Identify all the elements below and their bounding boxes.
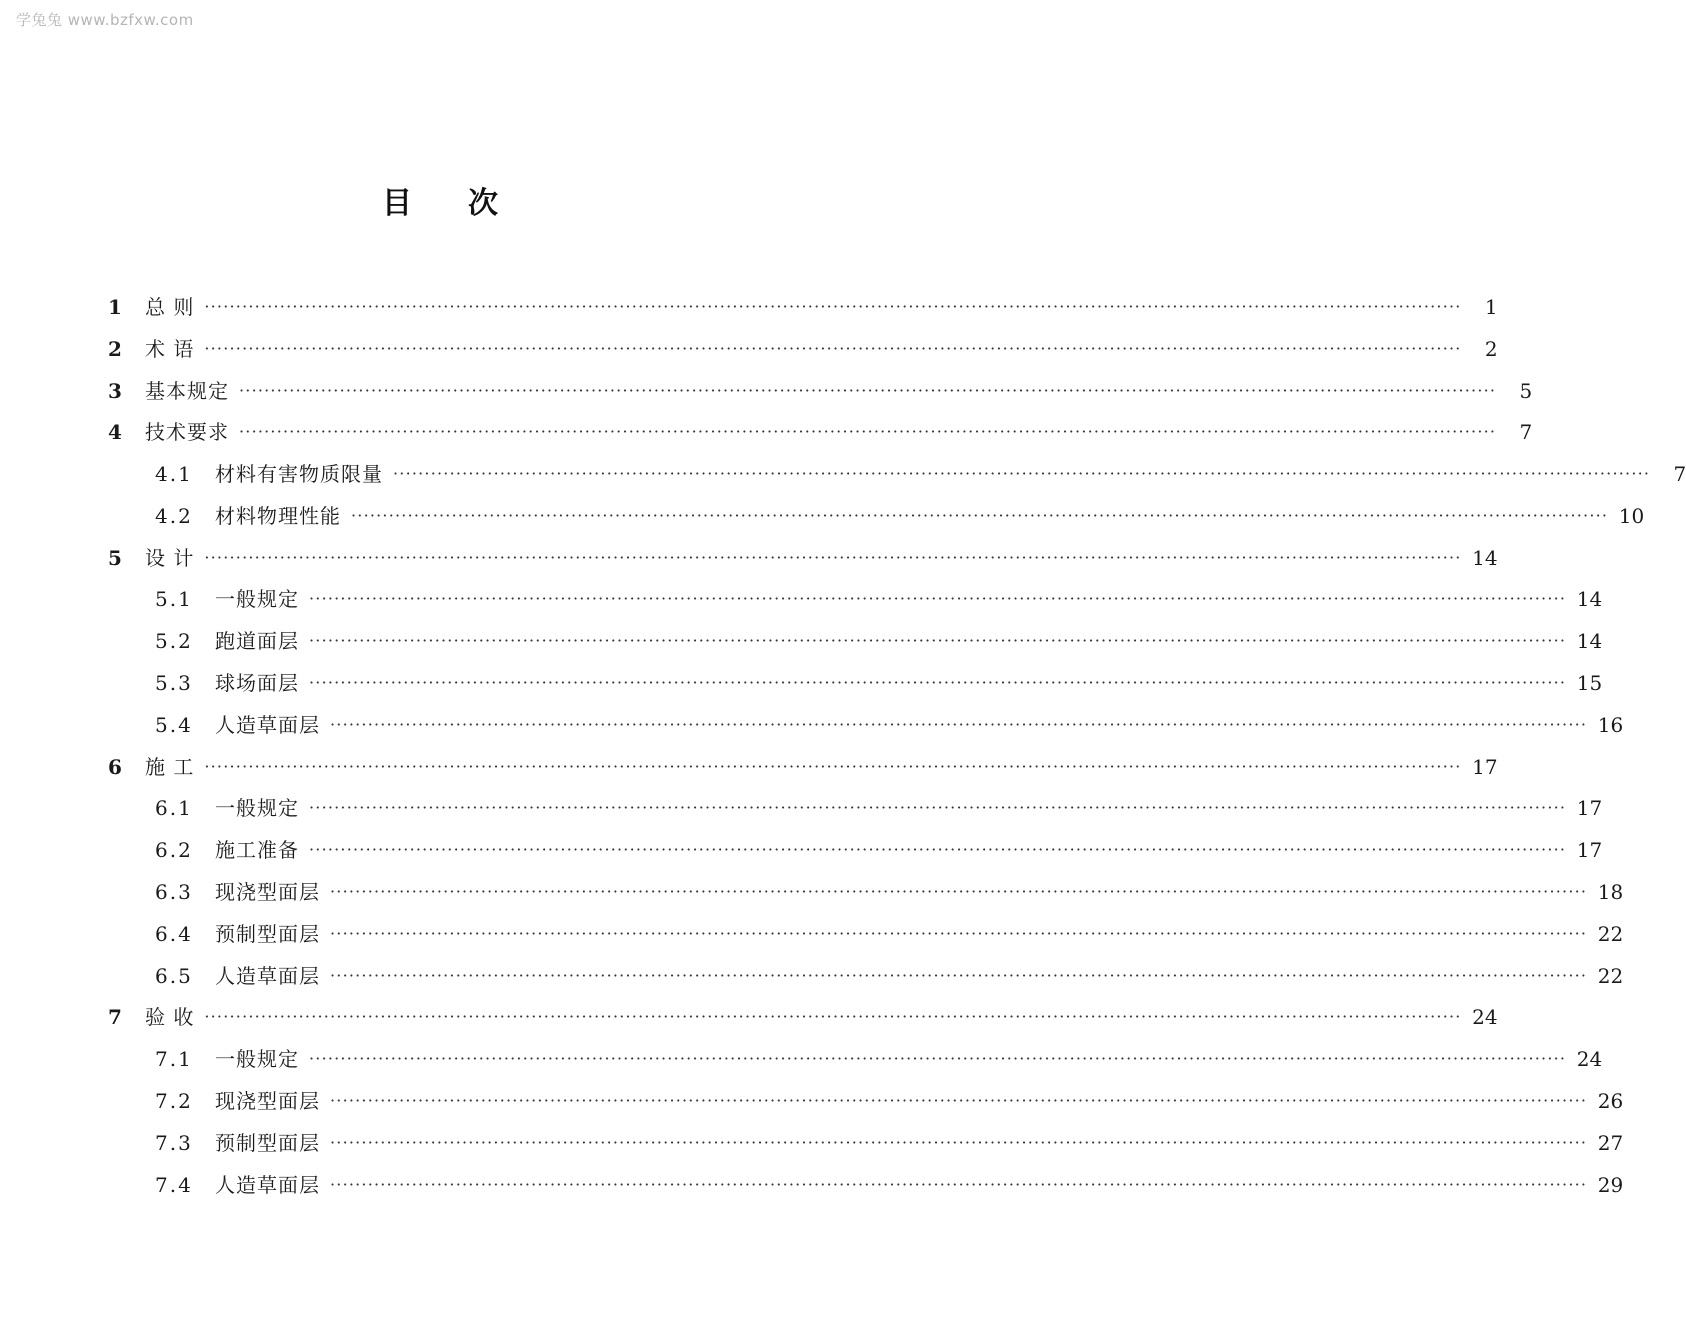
toc-dot-leader: ········································································································································································································ bbox=[351, 505, 1609, 525]
toc-entry-label: 术 语 bbox=[145, 336, 195, 361]
title-char-1: 目 bbox=[382, 186, 412, 221]
toc-entry-number: 6.1 bbox=[155, 796, 193, 821]
toc-section-entry[interactable] bbox=[0, 579, 1603, 621]
toc-entry-number: 5.4 bbox=[155, 712, 193, 737]
toc-section-entry[interactable] bbox=[0, 704, 1624, 746]
toc-entry-page-number: 27 bbox=[1597, 1130, 1624, 1155]
toc-entry-page-number: 1 bbox=[1484, 294, 1498, 319]
toc-entry-page-number: 7 bbox=[1673, 462, 1686, 487]
toc-entry-page-number: 17 bbox=[1472, 754, 1498, 779]
toc-entry-label: 预制型面层 bbox=[215, 1130, 320, 1155]
toc-entry-number: 4.2 bbox=[155, 503, 193, 528]
toc-dot-leader: ········································································································································································································ bbox=[204, 338, 1462, 358]
toc-section-entry[interactable] bbox=[0, 495, 1645, 537]
toc-section-entry[interactable] bbox=[0, 1122, 1624, 1164]
toc-entry-page-number: 14 bbox=[1576, 587, 1603, 612]
toc-entry-number: 7.2 bbox=[155, 1089, 193, 1114]
toc-dot-leader: ········································································································································································································ bbox=[330, 1132, 1588, 1152]
toc-dot-leader: ········································································································································································································ bbox=[330, 1091, 1588, 1111]
toc-dot-leader: ········································································································································································································ bbox=[309, 589, 1567, 609]
toc-entry-label: 预制型面层 bbox=[215, 921, 320, 946]
toc-entry-label: 材料物理性能 bbox=[215, 503, 341, 528]
toc-entry-number: 1 bbox=[108, 294, 122, 319]
toc-dot-leader: ········································································································································································································ bbox=[204, 547, 1462, 567]
toc-entry-page-number: 22 bbox=[1597, 963, 1624, 988]
toc-dot-leader: ········································································································································································································ bbox=[204, 1007, 1462, 1027]
watermark-text: 学兔兔 www.bzfxw.com bbox=[16, 11, 194, 29]
toc-entry-label: 基本规定 bbox=[145, 378, 229, 403]
toc-section-entry[interactable] bbox=[0, 955, 1624, 997]
toc-chapter-entry[interactable] bbox=[0, 328, 1498, 370]
toc-dot-leader: ········································································································································································································ bbox=[204, 296, 1462, 316]
toc-entry-label: 验 收 bbox=[145, 1005, 195, 1030]
toc-entry-page-number: 17 bbox=[1576, 838, 1603, 863]
toc-entry-page-number: 14 bbox=[1472, 545, 1498, 570]
toc-chapter-entry[interactable] bbox=[0, 746, 1498, 788]
toc-entry-number: 5.2 bbox=[155, 629, 193, 654]
toc-entry-number: 4 bbox=[108, 420, 122, 445]
toc-entry-page-number: 15 bbox=[1576, 671, 1603, 696]
toc-section-entry[interactable] bbox=[0, 1038, 1603, 1080]
toc-entry-label: 人造草面层 bbox=[215, 1172, 320, 1197]
toc-chapter-entry[interactable] bbox=[0, 286, 1498, 328]
toc-dot-leader: ········································································································································································································ bbox=[330, 1174, 1588, 1194]
toc-entry-page-number: 24 bbox=[1472, 1005, 1498, 1030]
title-char-2: 次 bbox=[468, 186, 498, 221]
toc-entry-number: 6.5 bbox=[155, 963, 193, 988]
toc-entry-number: 5.1 bbox=[155, 587, 193, 612]
toc-entry-label: 人造草面层 bbox=[215, 712, 320, 737]
toc-entry-number: 7 bbox=[108, 1005, 122, 1030]
toc-entry-number: 7.1 bbox=[155, 1047, 193, 1072]
page-title bbox=[0, 184, 880, 224]
toc-entry-page-number: 7 bbox=[1519, 420, 1533, 445]
toc-dot-leader: ········································································································································································································ bbox=[309, 631, 1567, 651]
toc-entry-label: 施 工 bbox=[145, 754, 195, 779]
toc-chapter-entry[interactable] bbox=[0, 370, 1533, 412]
toc-dot-leader: ········································································································································································································ bbox=[330, 923, 1588, 943]
toc-chapter-entry[interactable] bbox=[0, 411, 1533, 453]
toc-entry-number: 3 bbox=[108, 378, 122, 403]
toc-entry-label: 技术要求 bbox=[145, 420, 229, 445]
toc-entry-number: 5 bbox=[108, 545, 122, 570]
toc-dot-leader: ········································································································································································································ bbox=[309, 673, 1567, 693]
toc-dot-leader: ········································································································································································································ bbox=[309, 840, 1567, 860]
toc-section-entry[interactable] bbox=[0, 871, 1624, 913]
toc-entry-page-number: 17 bbox=[1576, 796, 1603, 821]
toc-entry-page-number: 5 bbox=[1519, 378, 1533, 403]
toc-dot-leader: ········································································································································································································ bbox=[393, 464, 1651, 484]
toc-entry-label: 一般规定 bbox=[215, 796, 299, 821]
toc-entry-label: 一般规定 bbox=[215, 1047, 299, 1072]
toc-section-entry[interactable] bbox=[0, 829, 1603, 871]
toc-entry-page-number: 18 bbox=[1597, 880, 1624, 905]
toc-dot-leader: ········································································································································································································ bbox=[204, 756, 1462, 776]
toc-entry-page-number: 14 bbox=[1576, 629, 1603, 654]
toc-entry-page-number: 22 bbox=[1597, 921, 1624, 946]
toc-entry-page-number: 26 bbox=[1597, 1089, 1624, 1114]
toc-entry-label: 现浇型面层 bbox=[215, 880, 320, 905]
toc-dot-leader: ········································································································································································································ bbox=[330, 965, 1588, 985]
toc-entry-number: 4.1 bbox=[155, 462, 193, 487]
toc-dot-leader: ········································································································································································································ bbox=[330, 882, 1588, 902]
toc-entry-label: 设 计 bbox=[145, 545, 195, 570]
toc-entry-number: 6.2 bbox=[155, 838, 193, 863]
toc-entry-page-number: 10 bbox=[1618, 503, 1645, 528]
toc-entry-number: 7.4 bbox=[155, 1172, 193, 1197]
toc-entry-number: 6.3 bbox=[155, 880, 193, 905]
toc-dot-leader: ········································································································································································································ bbox=[330, 714, 1588, 734]
toc-entry-page-number: 2 bbox=[1484, 336, 1498, 361]
toc-dot-leader: ········································································································································································································ bbox=[309, 798, 1567, 818]
toc-dot-leader: ········································································································································································································ bbox=[309, 1049, 1567, 1069]
toc-entry-label: 现浇型面层 bbox=[215, 1089, 320, 1114]
toc-dot-leader: ········································································································································································································ bbox=[239, 422, 1497, 442]
toc-section-entry[interactable] bbox=[0, 453, 1686, 495]
toc-entry-number: 6 bbox=[108, 754, 122, 779]
toc-entry-page-number: 24 bbox=[1576, 1047, 1603, 1072]
toc-dot-leader: ········································································································································································································ bbox=[239, 380, 1497, 400]
toc-section-entry[interactable] bbox=[0, 620, 1603, 662]
toc-entry-label: 总 则 bbox=[145, 294, 195, 319]
toc-entry-page-number: 29 bbox=[1597, 1172, 1624, 1197]
toc-section-entry[interactable] bbox=[0, 1164, 1624, 1206]
toc-entry-number: 7.3 bbox=[155, 1130, 193, 1155]
toc-section-entry[interactable] bbox=[0, 788, 1603, 830]
toc-entry-number: 2 bbox=[108, 336, 122, 361]
toc-entry-label: 跑道面层 bbox=[215, 629, 299, 654]
table-of-contents bbox=[0, 286, 1686, 1206]
toc-section-entry[interactable] bbox=[0, 662, 1603, 704]
toc-entry-number: 5.3 bbox=[155, 671, 193, 696]
toc-entry-label: 人造草面层 bbox=[215, 963, 320, 988]
toc-section-entry[interactable] bbox=[0, 913, 1624, 955]
toc-entry-label: 材料有害物质限量 bbox=[215, 462, 383, 487]
toc-entry-page-number: 16 bbox=[1597, 712, 1624, 737]
toc-chapter-entry[interactable] bbox=[0, 537, 1498, 579]
toc-entry-number: 6.4 bbox=[155, 921, 193, 946]
toc-entry-label: 球场面层 bbox=[215, 671, 299, 696]
toc-section-entry[interactable] bbox=[0, 1080, 1624, 1122]
toc-chapter-entry[interactable] bbox=[0, 997, 1498, 1039]
toc-entry-label: 一般规定 bbox=[215, 587, 299, 612]
toc-entry-label: 施工准备 bbox=[215, 838, 299, 863]
